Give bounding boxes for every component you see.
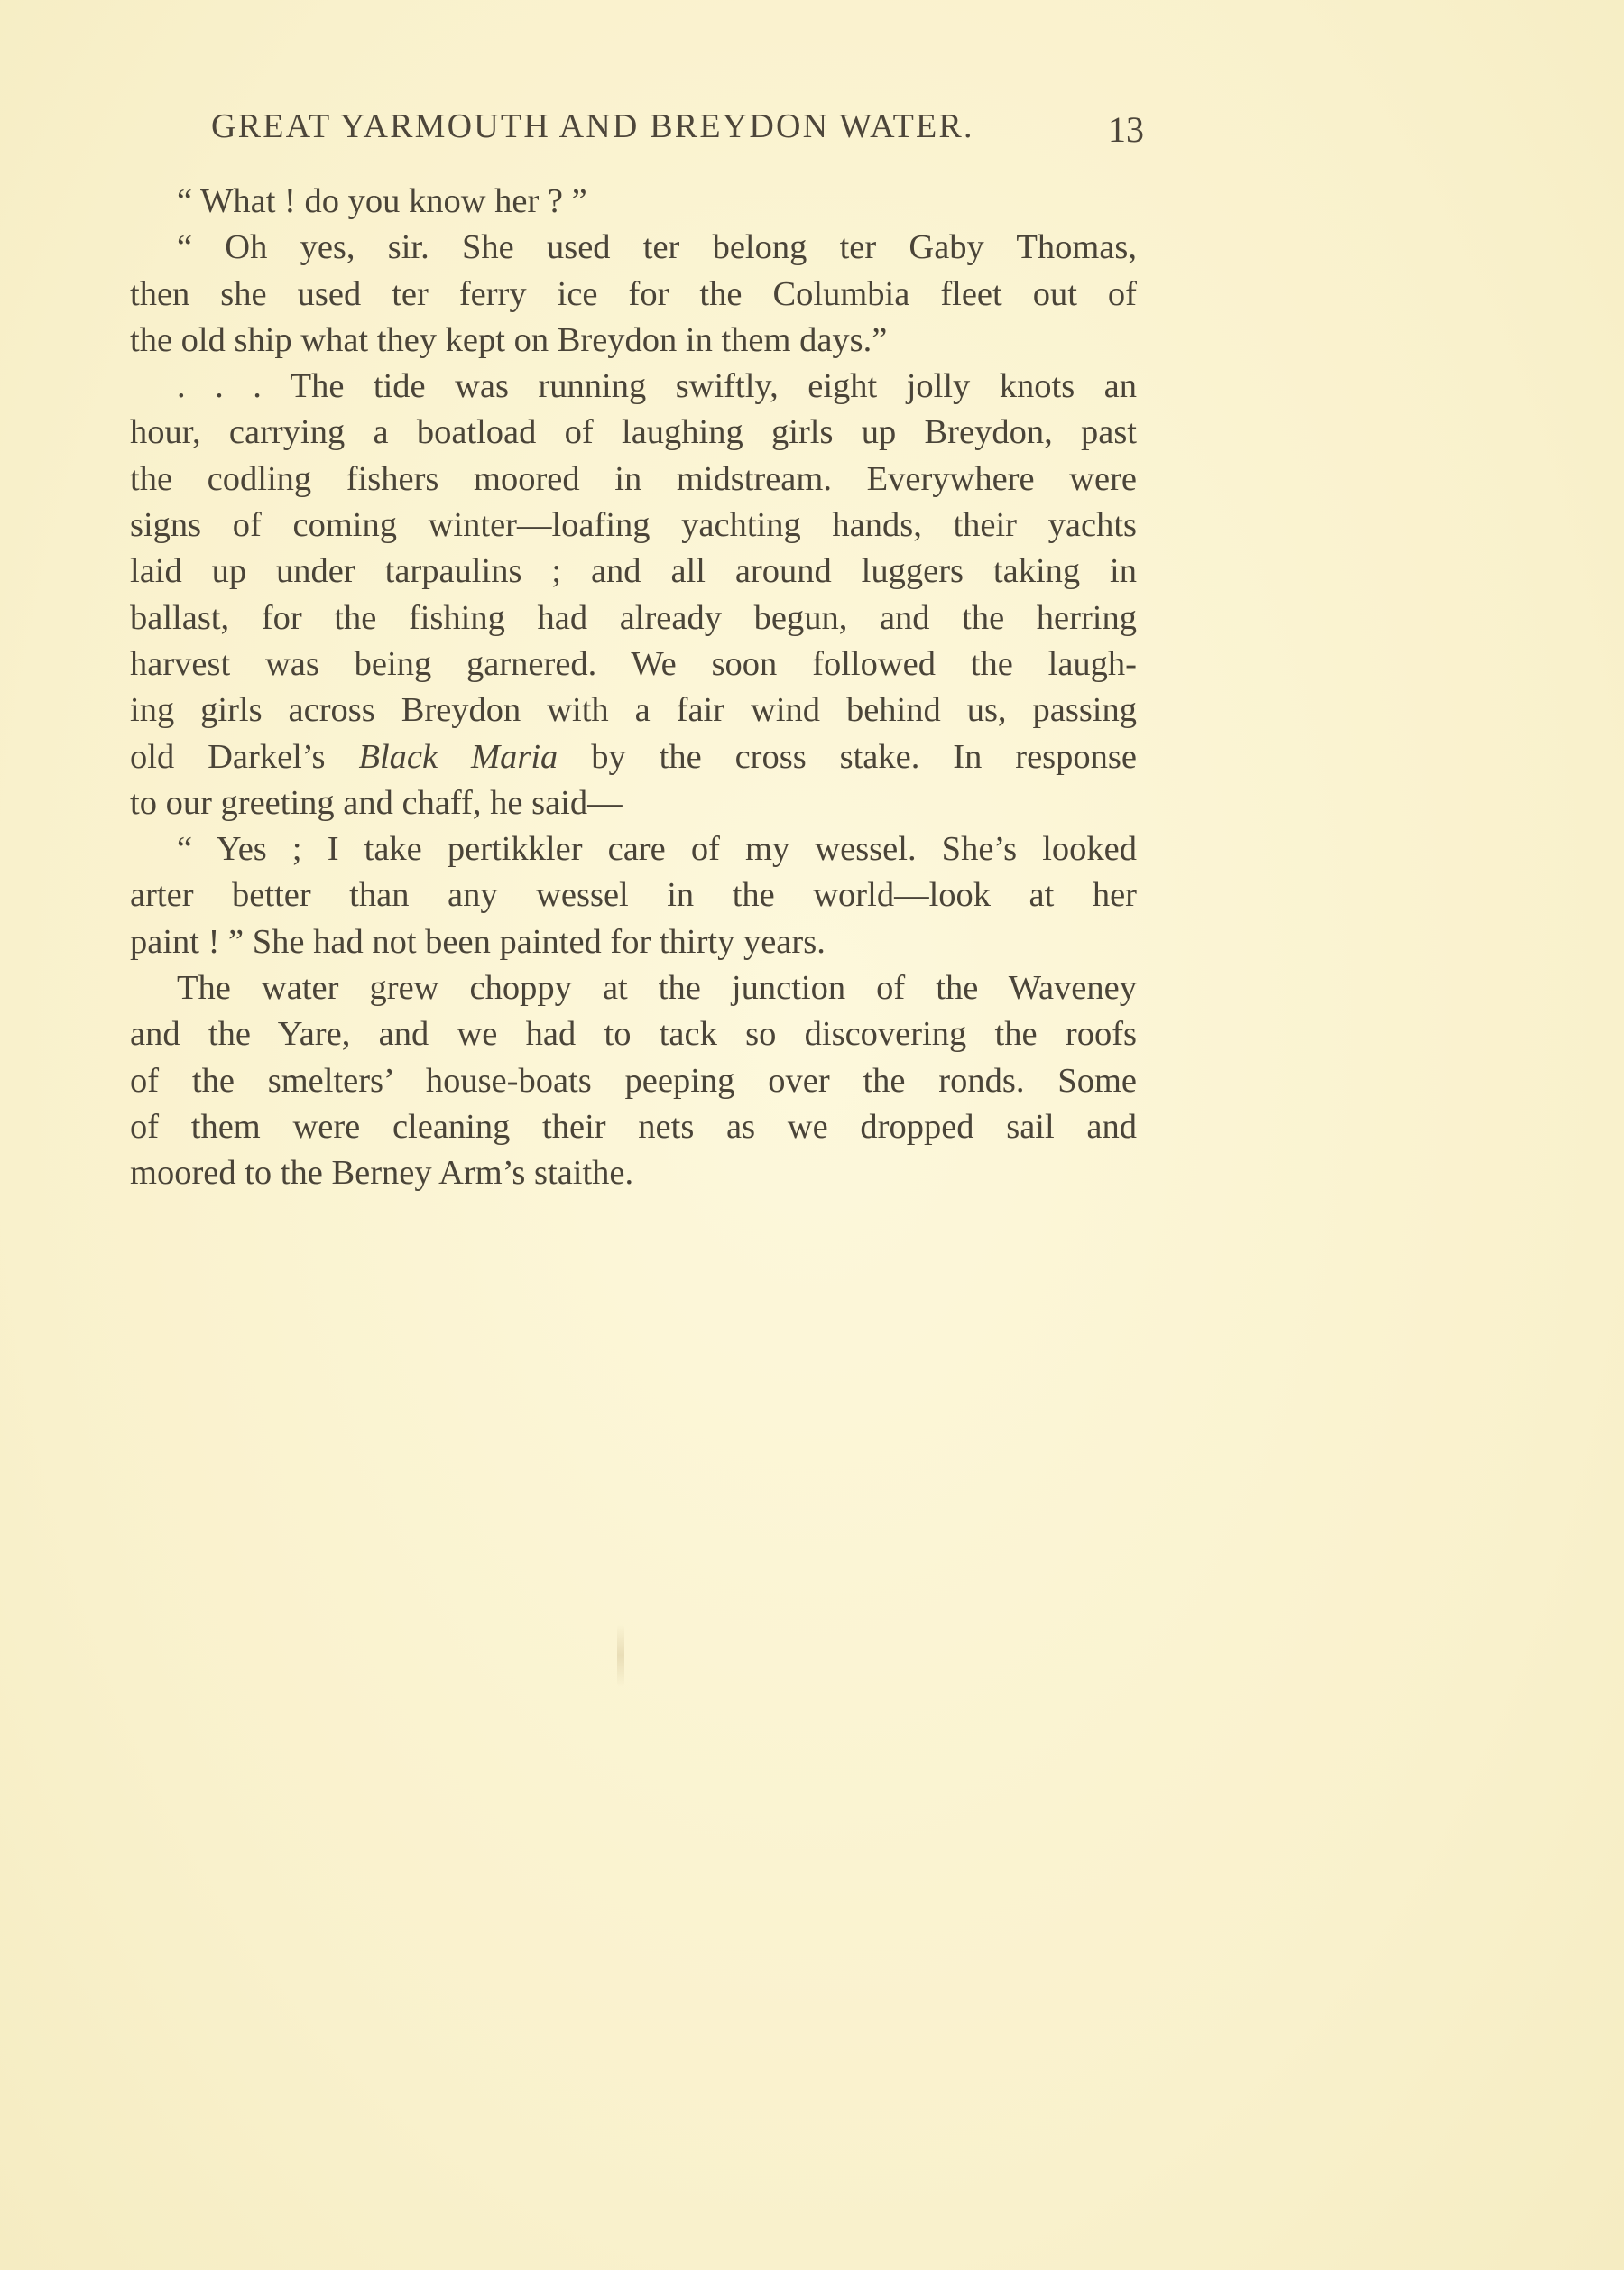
text-line: hour, carrying a boatload of laughing girls up Breydon, past: [130, 413, 1137, 452]
page-number: 13: [1108, 109, 1144, 150]
text-line: . . . The tide was running swiftly, eight jolly knots an: [177, 367, 1137, 406]
text-line: to our greeting and chaff, he said—: [130, 783, 623, 822]
text-line: arter better than any wessel in the world—look at her: [130, 876, 1137, 915]
text-line: and the Yare, and we had to tack so discovering the roofs: [130, 1015, 1137, 1054]
text-line: “ Oh yes, sir. She used ter belong ter Gaby Thomas,: [177, 228, 1137, 267]
text-line: of them were cleaning their nets as we dropped sail and: [130, 1107, 1137, 1146]
running-title: GREAT YARMOUTH AND BREYDON WATER.: [211, 107, 974, 145]
text-line: moored to the Berney Arm’s staithe.: [130, 1154, 634, 1193]
text-line: paint ! ” She had not been painted for thirty years.: [130, 922, 826, 961]
running-head: [211, 106, 1144, 152]
ship-name-italic: Black Maria: [358, 737, 558, 776]
text-line: ballast, for the fishing had already begun, and the herring: [130, 598, 1137, 637]
text-fragment: by the cross stake. In response: [591, 737, 1137, 776]
text-line-with-italic: [130, 734, 1137, 780]
text-line: the codling fishers moored in midstream. Everywhere were: [130, 459, 1137, 498]
text-line: ing girls across Breydon with a fair wind behind us, passing: [130, 691, 1137, 730]
text-line: of the smelters’ house-boats peeping over the ronds. Some: [130, 1061, 1137, 1100]
text-line: “ Yes ; I take pertikkler care of my wessel. She’s looked: [177, 830, 1137, 869]
text-line: The water grew choppy at the junction of the Waveney: [177, 969, 1137, 1008]
text-line: the old ship what they kept on Breydon in them days.”: [130, 320, 888, 359]
text-line: then she used ter ferry ice for the Columbia fleet out of: [130, 274, 1137, 313]
text-line: laid up under tarpaulins ; and all around luggers taking in: [130, 552, 1137, 591]
text-fragment: old Darkel’s: [130, 737, 326, 776]
body-text: [130, 179, 1137, 1197]
text-line: harvest was being garnered. We soon followed the laugh-: [130, 644, 1137, 683]
paper-blemish: [617, 1624, 624, 1687]
text-line: signs of coming winter—loafing yachting hands, their yachts: [130, 506, 1137, 545]
text-line: “ What ! do you know her ? ”: [177, 182, 587, 220]
